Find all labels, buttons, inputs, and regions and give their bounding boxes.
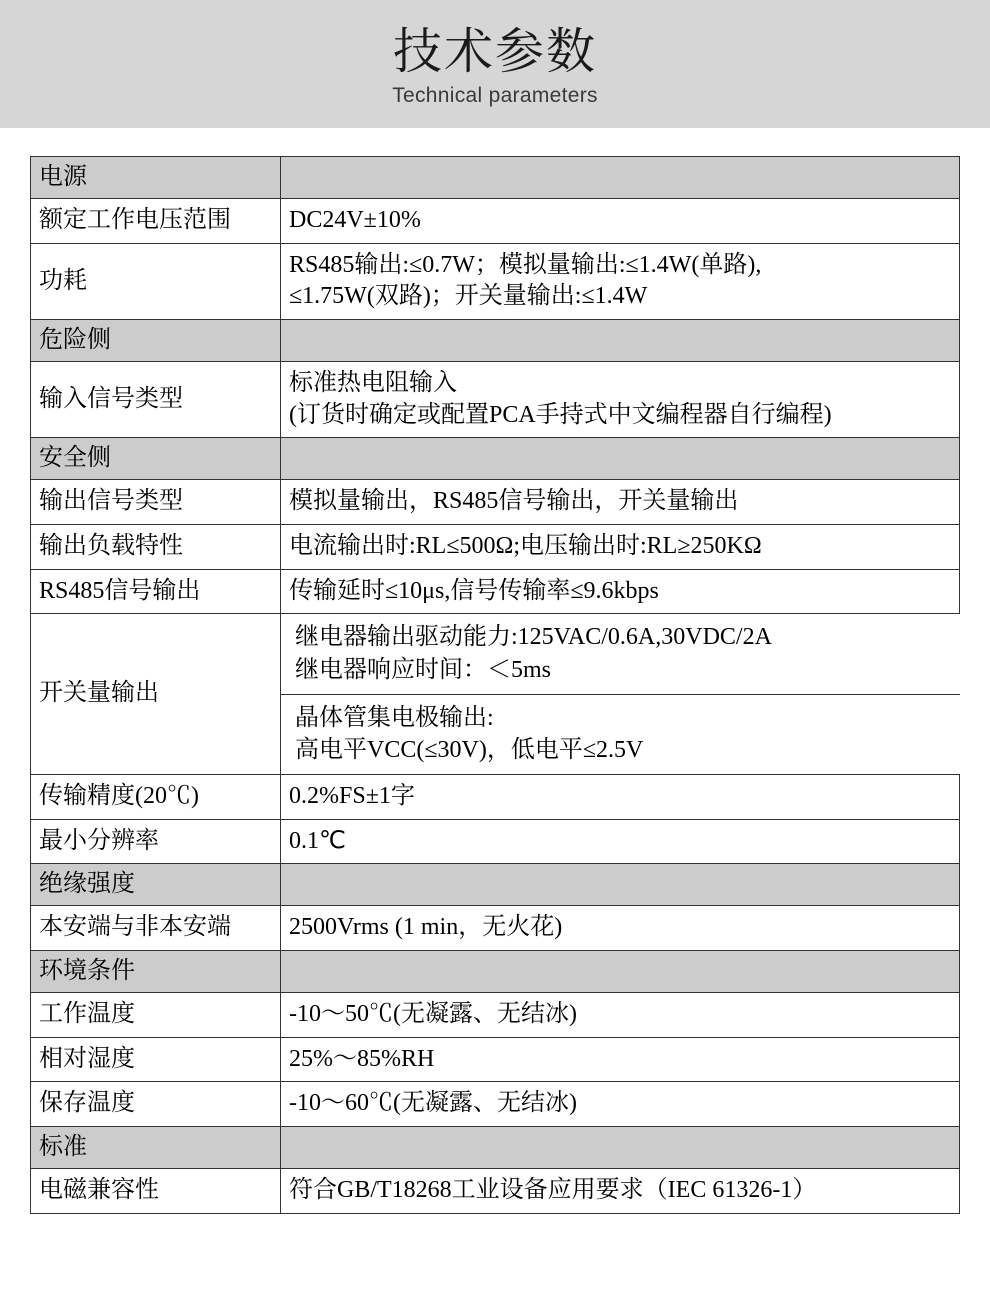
row-label: 工作温度 bbox=[31, 992, 281, 1037]
page-header bbox=[0, 0, 990, 128]
table-section-row bbox=[31, 950, 960, 992]
row-label: 功耗 bbox=[31, 243, 281, 319]
table-row bbox=[31, 1168, 960, 1213]
section-value bbox=[281, 157, 960, 199]
row-label: 输入信号类型 bbox=[31, 362, 281, 438]
row-label: 额定工作电压范围 bbox=[31, 199, 281, 244]
section-label: 标准 bbox=[31, 1126, 281, 1168]
table-row bbox=[31, 1082, 960, 1127]
row-label: 开关量输出 bbox=[31, 614, 281, 775]
inner-row bbox=[281, 694, 960, 774]
table-row bbox=[31, 1037, 960, 1082]
table-section-row bbox=[31, 157, 960, 199]
inner-row bbox=[281, 614, 960, 694]
section-label: 危险侧 bbox=[31, 320, 281, 362]
section-value bbox=[281, 950, 960, 992]
table-row bbox=[31, 243, 960, 319]
section-label: 环境条件 bbox=[31, 950, 281, 992]
inner-cell bbox=[281, 694, 960, 774]
row-value-line: (订货时确定或配置PCA手持式中文编程器自行编程) bbox=[289, 401, 832, 428]
page-title: 技术参数 bbox=[392, 25, 597, 80]
row-value: 符合GB/T18268工业设备应用要求（IEC 61326-1） bbox=[281, 1168, 960, 1213]
inner-line: 高电平VCC(≤30V)，低电平≤2.5V bbox=[295, 737, 644, 764]
row-value: 2500Vrms (1 min，无火花) bbox=[281, 906, 960, 951]
table-row bbox=[31, 906, 960, 951]
table-section-row bbox=[31, 320, 960, 362]
row-value-line: 标准热电阻输入 bbox=[289, 370, 457, 397]
table-section-row bbox=[31, 438, 960, 480]
row-value: DC24V±10% bbox=[281, 199, 960, 244]
row-label: RS485信号输出 bbox=[31, 569, 281, 614]
section-label: 绝缘强度 bbox=[31, 864, 281, 906]
row-label: 最小分辨率 bbox=[31, 819, 281, 864]
table-row bbox=[31, 525, 960, 570]
row-value bbox=[281, 362, 960, 438]
inner-line: 继电器响应时间：＜5ms bbox=[295, 657, 552, 683]
inner-table bbox=[281, 614, 960, 774]
row-value-line: RS485输出:≤0.7W；模拟量输出:≤1.4W(单路), bbox=[289, 251, 762, 278]
section-value bbox=[281, 320, 960, 362]
row-value bbox=[281, 243, 960, 319]
table-row bbox=[31, 819, 960, 864]
inner-line: 继电器输出驱动能力:125VAC/0.6A,30VDC/2A bbox=[295, 624, 772, 651]
table-row bbox=[31, 362, 960, 438]
row-value: 0.2%FS±1字 bbox=[281, 774, 960, 819]
row-label: 本安端与非本安端 bbox=[31, 906, 281, 951]
row-value-group bbox=[281, 614, 960, 775]
row-label: 相对湿度 bbox=[31, 1037, 281, 1082]
row-value: 0.1℃ bbox=[281, 819, 960, 864]
spec-table bbox=[30, 156, 960, 1214]
section-value bbox=[281, 438, 960, 480]
row-value: 25%～85%RH bbox=[281, 1037, 960, 1082]
row-label: 输出负载特性 bbox=[31, 525, 281, 570]
table-row-split bbox=[31, 614, 960, 775]
table-row bbox=[31, 480, 960, 525]
section-label: 电源 bbox=[31, 157, 281, 199]
section-value bbox=[281, 1126, 960, 1168]
inner-cell bbox=[281, 614, 960, 694]
row-label: 保存温度 bbox=[31, 1082, 281, 1127]
page-subtitle: Technical parameters bbox=[392, 83, 598, 107]
row-value: 传输延时≤10μs,信号传输率≤9.6kbps bbox=[281, 569, 960, 614]
table-row bbox=[31, 199, 960, 244]
row-label: 输出信号类型 bbox=[31, 480, 281, 525]
table-row bbox=[31, 774, 960, 819]
inner-line: 晶体管集电极输出: bbox=[295, 704, 494, 731]
row-value: -10～60℃(无凝露、无结冰) bbox=[281, 1082, 960, 1127]
row-value: 模拟量输出，RS485信号输出，开关量输出 bbox=[281, 480, 960, 525]
spec-table-wrap bbox=[0, 128, 990, 1214]
row-label: 电磁兼容性 bbox=[31, 1168, 281, 1213]
row-value-line: ≤1.75W(双路)；开关量输出:≤1.4W bbox=[289, 283, 648, 310]
table-row bbox=[31, 992, 960, 1037]
row-value: -10～50℃(无凝露、无结冰) bbox=[281, 992, 960, 1037]
section-label: 安全侧 bbox=[31, 438, 281, 480]
table-row bbox=[31, 569, 960, 614]
table-section-row bbox=[31, 864, 960, 906]
row-value: 电流输出时:RL≤500Ω;电压输出时:RL≥250KΩ bbox=[281, 525, 960, 570]
section-value bbox=[281, 864, 960, 906]
table-section-row bbox=[31, 1126, 960, 1168]
row-label: 传输精度(20℃) bbox=[31, 774, 281, 819]
